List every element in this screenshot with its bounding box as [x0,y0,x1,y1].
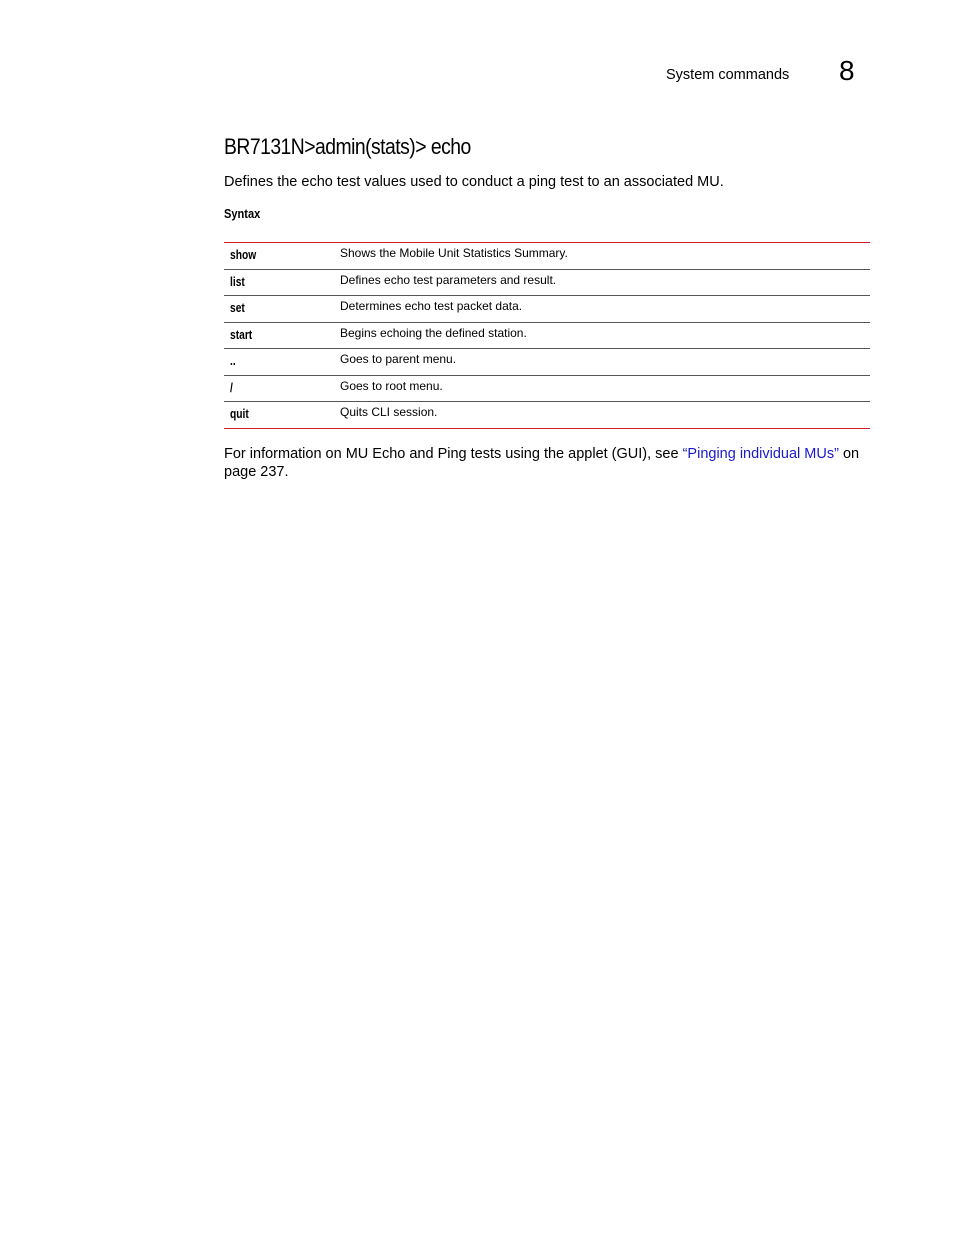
command-name: list [224,269,340,296]
command-name: quit [224,402,340,429]
page-title: BR7131N>admin(stats)> echo [224,134,471,159]
intro-paragraph: Defines the echo test values used to conduct a ping test to an associated MU. [224,174,724,190]
command-description: Goes to parent menu. [340,349,870,376]
running-title: System commands [666,67,790,83]
table-row [224,349,870,376]
command-description: Determines echo test packet data. [340,296,870,323]
command-description: Shows the Mobile Unit Statistics Summary. [340,246,568,260]
command-description: Goes to root menu. [340,375,870,402]
command-name: / [224,375,340,402]
command-description: Quits CLI session. [340,402,870,429]
table-row [224,375,870,402]
running-header [0,0,954,100]
table-row [224,269,870,296]
command-description: Begins echoing the defined station. [340,322,870,349]
table-row [224,402,870,429]
command-name: show [230,248,257,262]
cross-reference-paragraph [224,445,870,481]
table-row [224,296,870,323]
pinging-individual-mus-link[interactable]: “Pinging individual MUs” [682,445,839,462]
syntax-heading: Syntax [224,206,261,221]
page-content [224,132,870,481]
table-row [224,243,870,270]
cross-reference-prefix: For information on MU Echo and Ping tests using the applet (GUI), see [224,445,683,462]
command-name: start [224,322,340,349]
table-row [224,322,870,349]
command-name: set [224,296,340,323]
cross-reference-suffix: on page 237. [224,445,860,480]
chapter-number: 8 [839,55,855,86]
command-description: Defines echo test parameters and result. [340,269,870,296]
command-table [224,242,870,429]
command-name: .. [224,349,340,376]
